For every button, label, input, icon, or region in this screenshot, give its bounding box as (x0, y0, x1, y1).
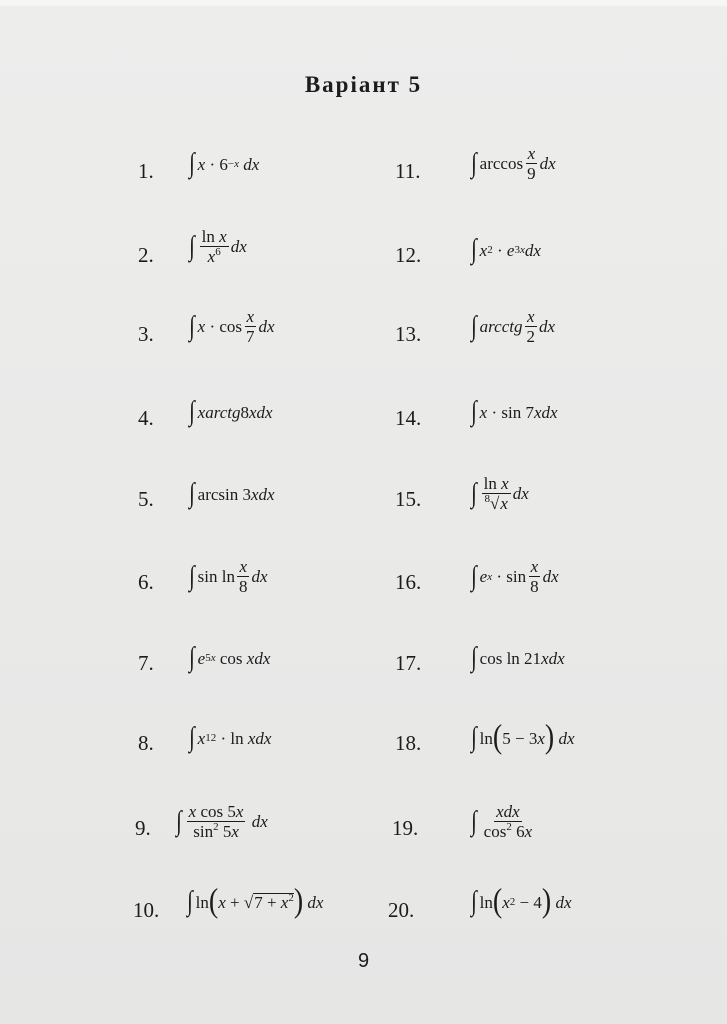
problem-expression: ∫ cos ln 21 xdx (470, 642, 565, 673)
problem-expression: ∫ xarctg 8 xdx (188, 396, 273, 427)
problem-expression: ∫ $\frac{\text{ln x}}{^8√x}$ dx (470, 474, 529, 513)
problem-expression: ∫ arcsin 3 xdx (188, 478, 275, 509)
problem-number: 13. (395, 322, 422, 346)
problem-number: 5. (138, 487, 154, 511)
problem-number: 2. (138, 243, 154, 267)
problem-expression: ∫ $\frac{\text{x cos 5x}}{\sin^2 5x}$ dx (175, 802, 268, 841)
problem-expression: ∫ ln ( x 2 − 4 ) dx (470, 882, 572, 920)
problem-expression: ∫ e 5x cos xdx (188, 642, 271, 673)
problem-expression: ∫ ln ( 5 − 3 x ) dx (470, 718, 575, 756)
problem-expression: ∫ x · sin 7 xdx (470, 396, 558, 427)
problem-number: 9. (135, 816, 151, 840)
problem-number: 3. (138, 322, 154, 346)
problem-expression: ∫ $\frac{\text{ln x}}{x^6}$ dx (188, 227, 247, 266)
problem-expression: ∫ e x · sin $\frac{x}{8}$ dx (470, 557, 559, 596)
problem-number: 12. (395, 243, 422, 267)
problem-expression: ∫ x 2 · e 3x dx (470, 234, 541, 265)
problem-number: 14. (395, 406, 422, 430)
problem-number: 1. (138, 159, 154, 183)
problem-number: 20. (388, 898, 415, 922)
problem-number: 19. (392, 816, 419, 840)
problem-number: 17. (395, 651, 422, 675)
problem-number: 10. (133, 898, 160, 922)
problem-expression: ∫ sin ln $\frac{x}{8}$ dx (188, 557, 268, 596)
problem-number: 18. (395, 731, 422, 755)
problem-number: 4. (138, 406, 154, 430)
problem-expression: ∫ $\frac{\text{xdx}}{\cos^2 6x}$ (470, 802, 533, 841)
problem-number: 7. (138, 651, 154, 675)
problem-expression: ∫ x · cos $\frac{x}{7}$ dx (188, 307, 275, 346)
problem-number: 15. (395, 487, 422, 511)
problem-expression: ∫ x 12 · ln xdx (188, 722, 272, 753)
problem-expression: ∫ arccos $\frac{x}{9}$ dx (470, 144, 556, 183)
page-number: 9 (357, 950, 370, 972)
problem-number: 6. (138, 570, 154, 594)
problem-number: 16. (395, 570, 422, 594)
problem-expression: ∫ x · 6 −x dx (188, 148, 260, 179)
problem-number: 8. (138, 731, 154, 755)
problem-expression: ∫ ln ( x + √ $7 + x^2$ ) dx (186, 882, 324, 920)
problem-number: 11. (395, 159, 421, 183)
problem-expression: ∫ arcctg $\frac{x}{2}$ dx (470, 307, 556, 346)
page-edge (0, 0, 727, 6)
page-title: Варіант 5 (304, 72, 423, 97)
